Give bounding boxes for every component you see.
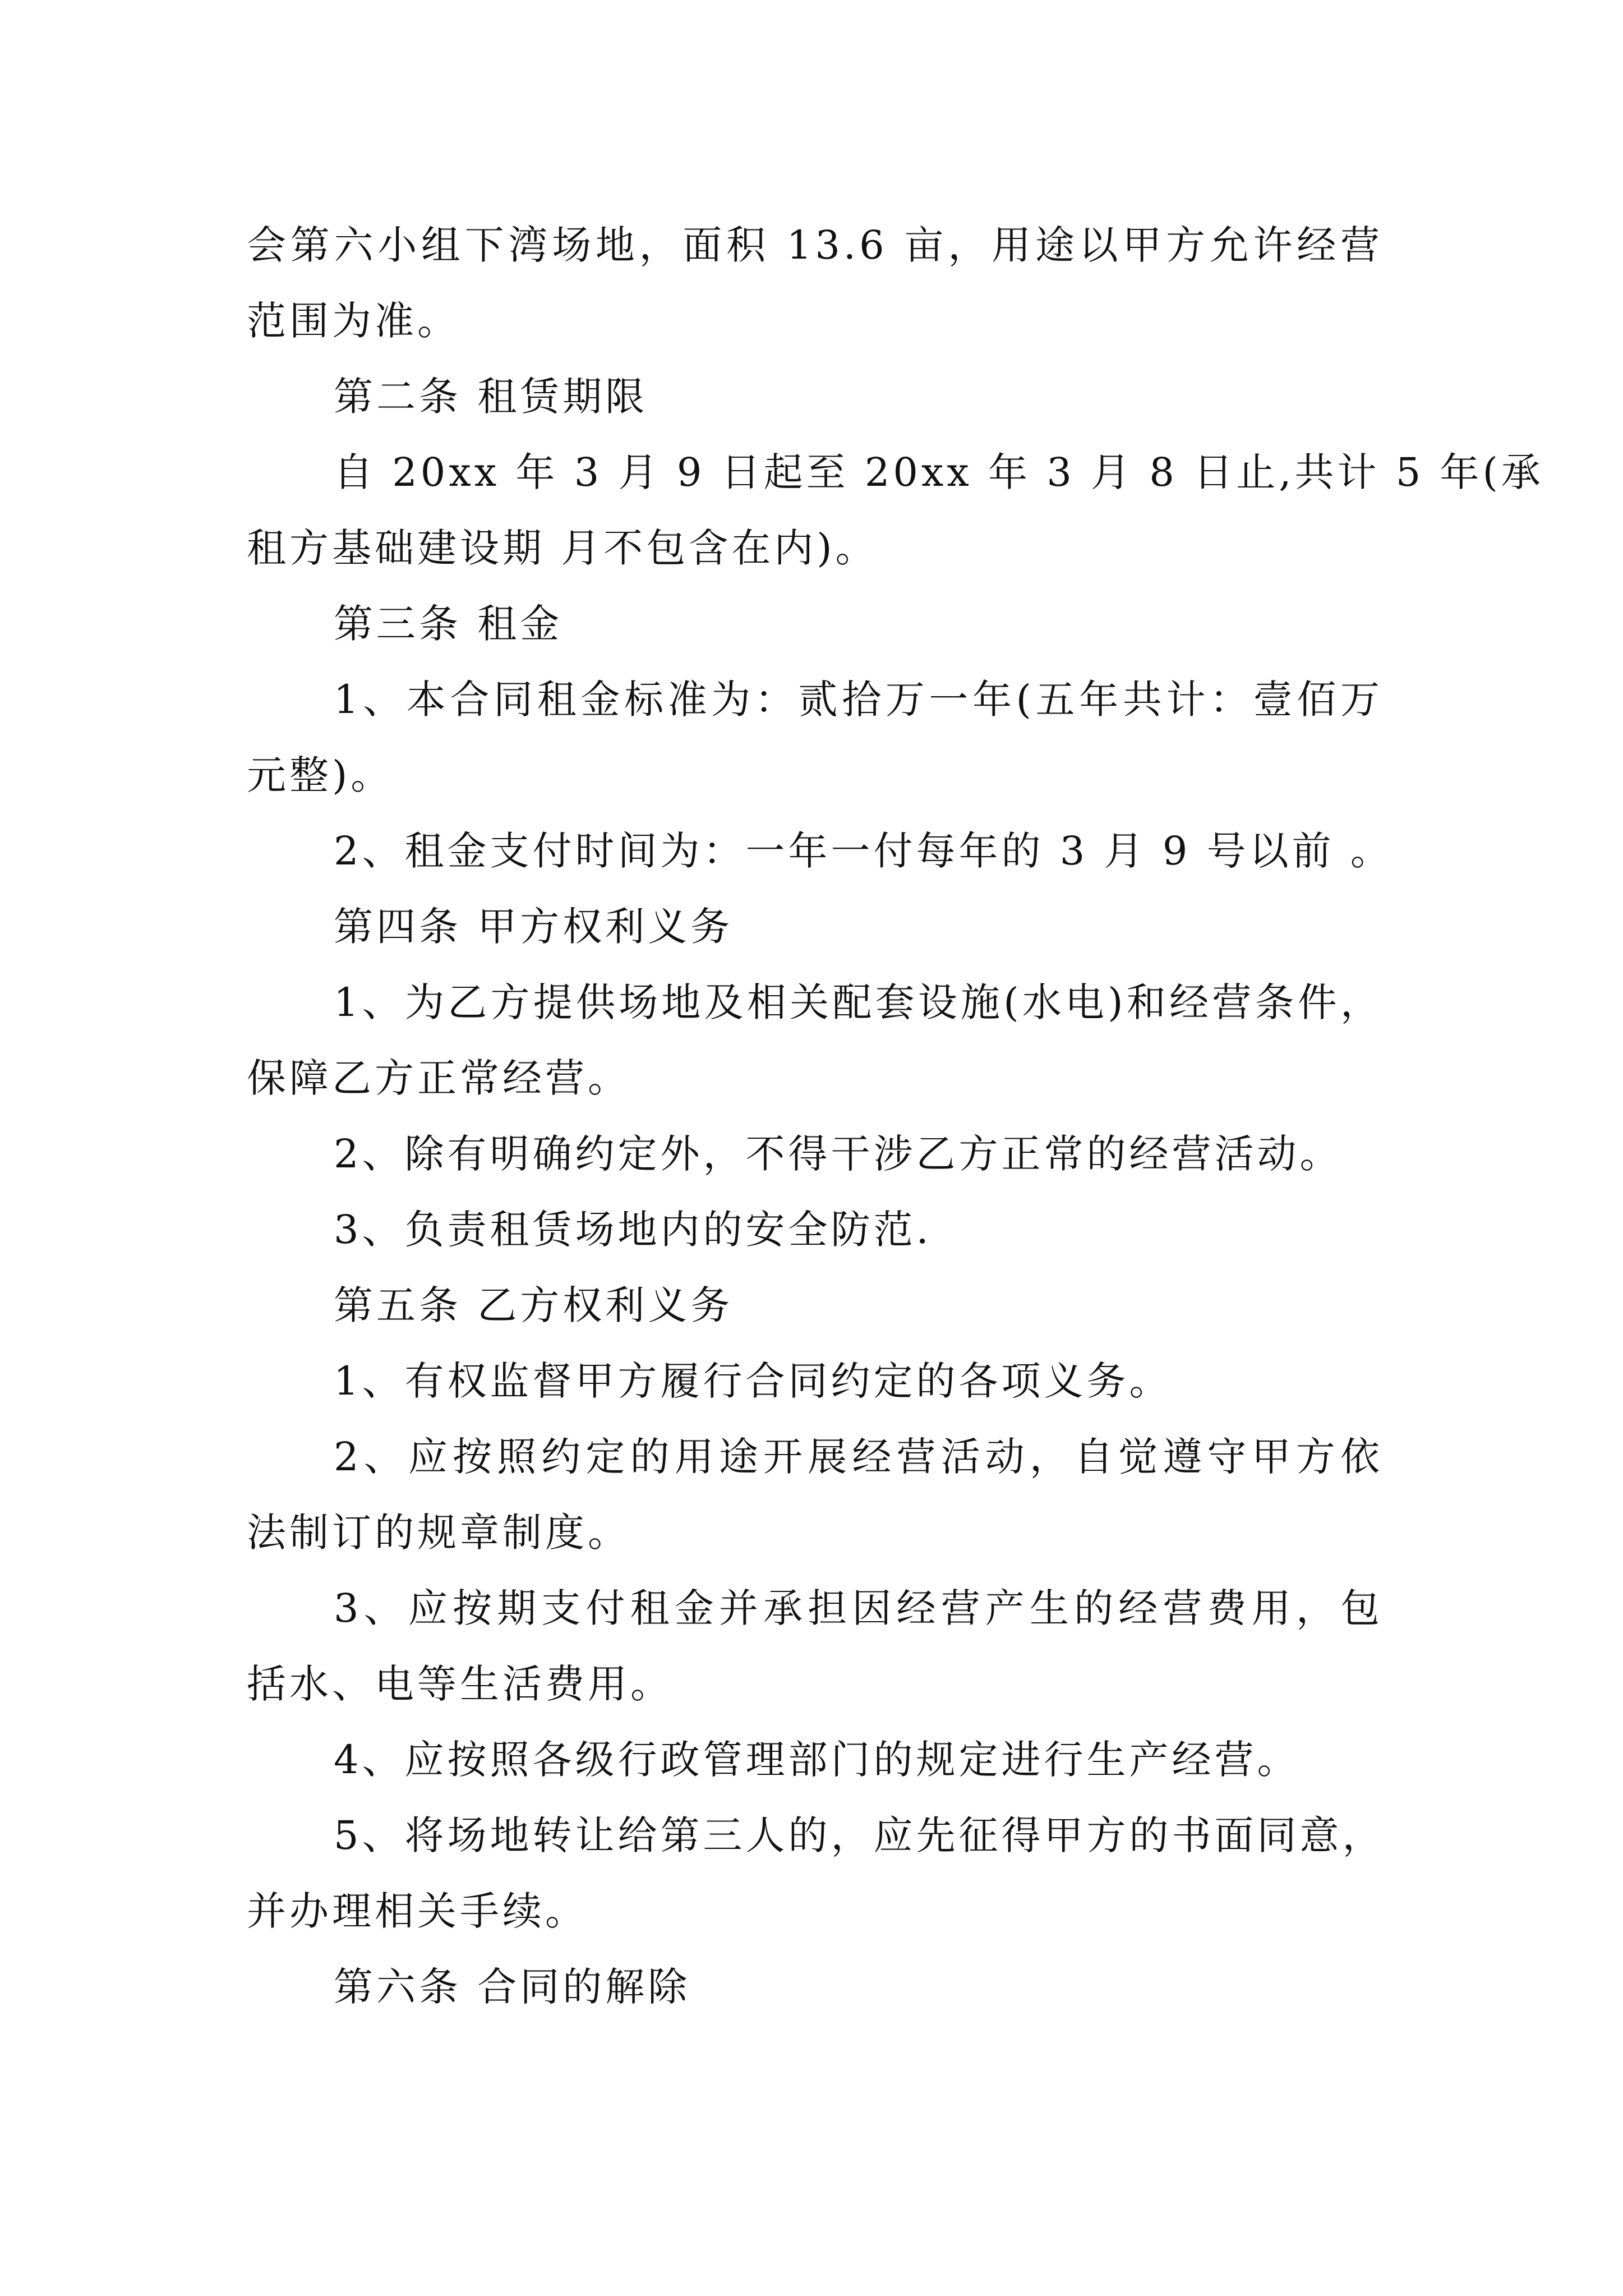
text-line: 范围为准。 <box>247 298 460 344</box>
text-line: 1、有权监督甲方履行合同约定的各项义务。 <box>334 1358 1172 1404</box>
text-line: 保障乙方正常经营。 <box>247 1055 630 1101</box>
text-line: 租方基础建设期 月不包含在内)。 <box>247 525 878 571</box>
text-line: 3、负责租赁场地内的安全防范. <box>334 1207 932 1253</box>
text-line: 1、本合同租金标准为：贰拾万一年(五年共计：壹佰万 <box>334 677 1383 723</box>
text-line: 法制订的规章制度。 <box>247 1510 630 1556</box>
text-line: 元整)。 <box>247 752 394 798</box>
text-line: 2、除有明确约定外，不得干涉乙方正常的经营活动。 <box>334 1131 1343 1177</box>
text-line: 会第六小组下湾场地，面积 13.6 亩，用途以甲方允许经营 <box>247 222 1383 268</box>
text-line: 2、应按照约定的用途开展经营活动，自觉遵守甲方依 <box>334 1434 1383 1480</box>
text-line: 2、租金支付时间为：一年一付每年的 3 月 9 号以前 。 <box>334 828 1393 874</box>
text-line: 括水、电等生活费用。 <box>247 1661 673 1707</box>
section-heading: 第五条 乙方权利义务 <box>334 1282 734 1328</box>
section-heading: 第三条 租金 <box>334 601 563 647</box>
text-line: 5、将场地转让给第三人的，应先征得甲方的书面同意， <box>334 1812 1385 1858</box>
text-line: 并办理相关手续。 <box>247 1888 588 1934</box>
text-line: 3、应按期支付租金并承担因经营产生的经营费用，包 <box>334 1585 1383 1631</box>
section-heading: 第二条 租赁期限 <box>334 374 648 420</box>
section-heading: 第四条 甲方权利义务 <box>334 904 734 950</box>
text-line: 4、应按照各级行政管理部门的规定进行生产经营。 <box>334 1737 1300 1783</box>
text-line: 自 20xx 年 3 月 9 日起至 20xx 年 3 月 8 日止,共计 5 年(承 <box>334 449 1544 495</box>
text-line: 1、为乙方提供场地及相关配套设施(水电)和经营条件， <box>334 979 1383 1025</box>
section-heading: 第六条 合同的解除 <box>334 1964 691 2010</box>
